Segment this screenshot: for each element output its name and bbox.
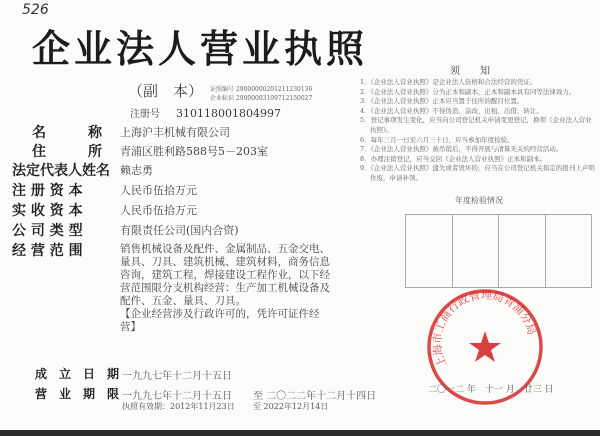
- term-label: 营 业 期 限: [35, 387, 120, 401]
- established-date: 一九九七年十二月十五日: [122, 371, 232, 382]
- document-title: 企业法人营业执照: [32, 27, 369, 71]
- notice-item: 5．登记事项发生变化，应当向公司登记机关申请变更登记，换领《企业法人营业执照》。: [360, 116, 592, 134]
- notice-item: 2．《企业法人营业执照》分为正本和副本，正本和副本具有同等法律效力。: [360, 87, 576, 96]
- issue-date: 二〇一二 年 十一 月 廿三 日: [428, 385, 554, 395]
- paid-in-capital: 人民币伍拾万元: [120, 204, 197, 217]
- notice-list: [360, 78, 595, 184]
- established-label: 成 立 日 期: [35, 367, 120, 381]
- field-label: 注 册 资 本: [12, 183, 83, 199]
- svg-text:上海市工商行政管理局青浦分局: [430, 288, 539, 370]
- notice-item: 7．《企业法人营业执照》被吊销后，不得开展与清算无关的经营活动。: [360, 145, 563, 154]
- inspection-box: [453, 215, 500, 287]
- scan-edge: [0, 430, 600, 436]
- inspection-box: [499, 215, 546, 287]
- field-label: 公 司 类 型: [12, 223, 83, 239]
- address: 青浦区胜利路588号5－203室: [120, 145, 268, 158]
- notice-item: 4．《企业法人营业执照》不得伪造、涂改、出租、出借、转让。: [360, 106, 543, 115]
- validity-from: 执照有效期：2012年11月23日: [122, 402, 235, 411]
- notice-item: 9．《企业法人营业执照》遗失或者毁坏的，应当在公司登记机关指定的报刊上声明作废，申请补领。: [360, 164, 595, 182]
- field-label: 住 所: [32, 144, 102, 160]
- inspection-title: 年度检验情况: [455, 196, 503, 205]
- notice-item: 1．《企业法人营业执照》是企业法人资格和合法经营的凭证。: [360, 78, 537, 86]
- validity-to: 至 2022年12月14日: [253, 402, 329, 411]
- notice-item: 6．每年三月一日至六月三十日，应当参加年度检验。: [360, 135, 514, 144]
- cert-no: 证照编号 29000000201211230136: [210, 86, 313, 93]
- copy-label: （副 本）: [128, 82, 204, 100]
- company-name: 上海沪丰机械有限公司: [120, 126, 230, 139]
- seal-text: 上海市工商行政管理局青浦分局: [430, 288, 539, 370]
- inspection-box: [546, 215, 592, 287]
- registered-capital: 人民币伍拾万元: [120, 184, 197, 197]
- business-scope: 销售机械设备及配件、金属制品、五金交电、量具、刀具、建筑机械、建筑材料，商务信息咨询，建筑工程，焊接建设工程作业，以下经营范围限分支机构经营：生产加工机械设备及配件、五金、量具、刀具。 【企业经营涉及行政许可的，凭许可证件经营】: [120, 243, 330, 333]
- notice-item: 3．《企业法人营业执照》正本应当置于住所的醒目位置。: [360, 97, 524, 106]
- term-to: 至 二〇二二年十二月十四日: [253, 391, 377, 402]
- field-label: 经 营 范 围: [12, 243, 83, 259]
- field-label: 实 收 资 本: [12, 203, 83, 219]
- handwritten-note: 526: [22, 2, 49, 18]
- legal-representative: 赖志勇: [120, 164, 153, 177]
- field-label: 名 称: [32, 125, 102, 141]
- company-type: 有限责任公司(国内合资): [120, 224, 239, 237]
- reg-no: 注册号 310118001804997: [130, 107, 281, 120]
- term-from: 一九九七年十二月十五日: [122, 391, 232, 402]
- notice-title: 须知: [450, 66, 510, 77]
- notice-item: 8．办理注销登记，应当交回《企业法人营业执照》正本和副本。: [360, 154, 547, 163]
- inspection-boxes: [405, 214, 592, 288]
- enterprise-id: 企业标识 29000003199712150027: [210, 95, 313, 102]
- inspection-box: [406, 215, 453, 287]
- field-label: 法定代表人姓名: [12, 163, 110, 179]
